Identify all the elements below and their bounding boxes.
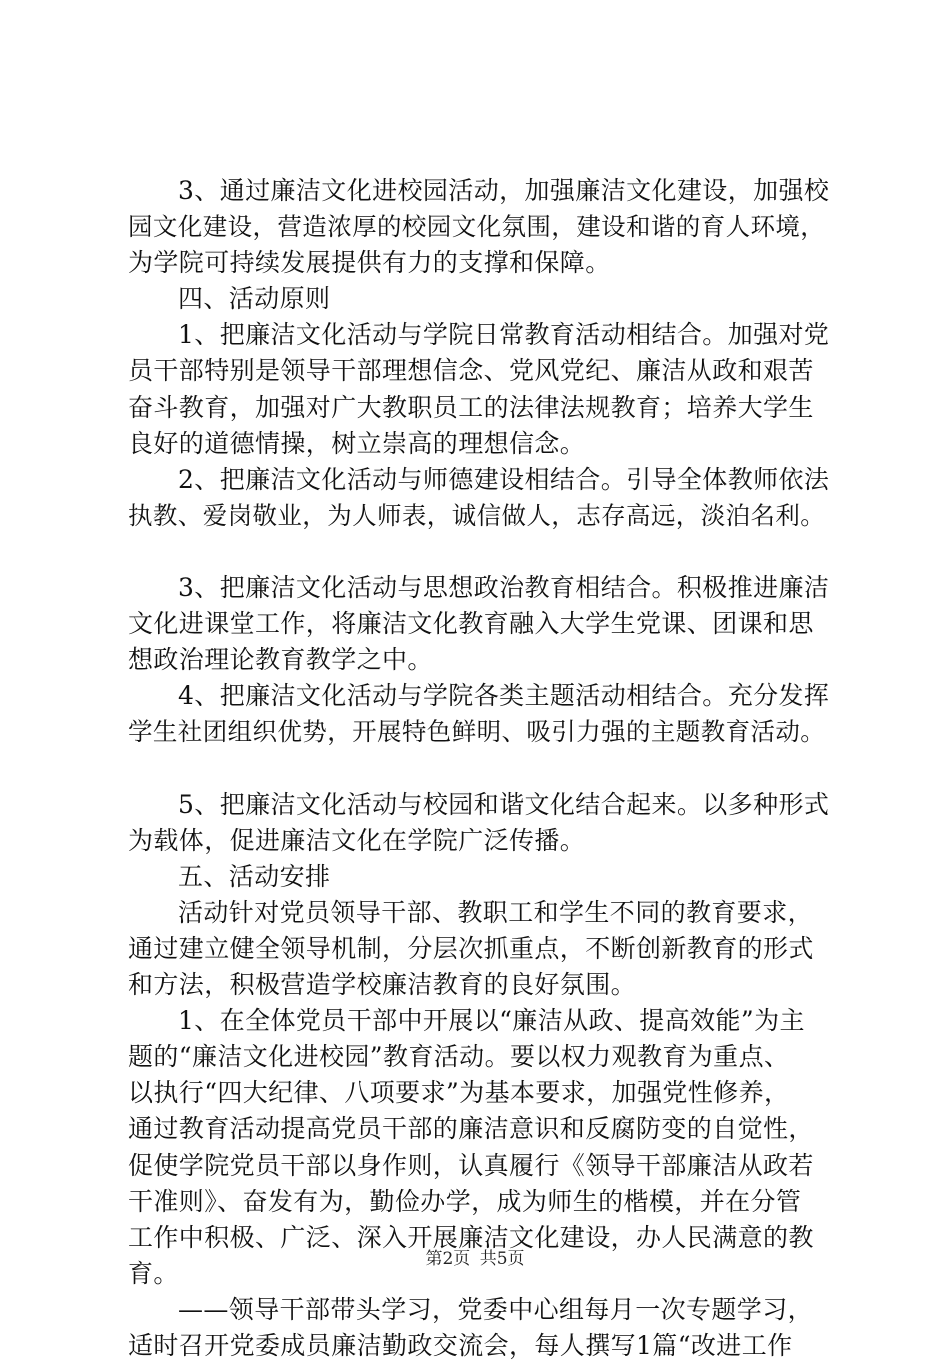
paragraph-line: 文化进课堂工作，将廉洁文化教育融入大学生党课、团课和思 xyxy=(128,609,814,639)
paragraph-line: ——领导干部带头学习，党委中心组每月一次专题学习， xyxy=(178,1294,814,1324)
paragraph-line: 通过教育活动提高党员干部的廉洁意识和反腐防变的自觉性， xyxy=(128,1114,814,1144)
paragraph-line: 干准则》、奋发有为，勤俭办学，成为师生的楷模，并在分管 xyxy=(128,1186,802,1216)
paragraph-line: 1、在全体党员干部中开展以“廉洁从政、提高效能”为主 xyxy=(178,1006,805,1036)
paragraph-line: 4、把廉洁文化活动与学院各类主题活动相结合。充分发挥 xyxy=(178,681,830,711)
paragraph-line: 1、把廉洁文化活动与学院日常教育活动相结合。加强对党 xyxy=(178,320,830,350)
paragraph-line: 育。 xyxy=(128,1258,179,1288)
paragraph-line: 员干部特别是领导干部理想信念、党风党纪、廉洁从政和艰苦 xyxy=(128,356,814,386)
paragraph-line: 为学院可持续发展提供有力的支撑和保障。 xyxy=(128,248,611,278)
section-heading: 五、活动安排 xyxy=(178,861,331,891)
document-body xyxy=(128,173,838,1364)
paragraph-line: 2、把廉洁文化活动与师德建设相结合。引导全体教师依法 xyxy=(178,464,830,494)
paragraph-line: 工作中积极、广泛、深入开展廉洁文化建设，办人民满意的教 xyxy=(128,1222,814,1252)
paragraph-line: 3、把廉洁文化活动与思想政治教育相结合。积极推进廉洁 xyxy=(178,573,830,603)
blank-line xyxy=(128,534,838,570)
paragraph-line: 适时召开党委成员廉洁勤政交流会，每人撰写1篇“改进工作 xyxy=(128,1331,793,1360)
paragraph-line: 良好的道德情操，树立崇高的理想信念。 xyxy=(128,428,586,458)
page-footer xyxy=(0,1244,950,1269)
paragraph-line: 想政治理论教育教学之中。 xyxy=(128,645,433,675)
blank-line xyxy=(128,751,838,787)
paragraph-line: 奋斗教育，加强对广大教职员工的法律法规教育；培养大学生 xyxy=(128,392,814,422)
paragraph-line: 3、通过廉洁文化进校园活动，加强廉洁文化建设，加强校 xyxy=(178,176,830,205)
paragraph-line: 学生社团组织优势，开展特色鲜明、吸引力强的主题教育活动。 xyxy=(128,717,826,747)
paragraph-line: 以执行“四大纪律、八项要求”为基本要求，加强党性修养， xyxy=(128,1078,790,1108)
paragraph-line: 为载体，促进廉洁文化在学院广泛传播。 xyxy=(128,825,586,855)
page-number: 第2页 xyxy=(425,1249,471,1269)
section-heading: 四、活动原则 xyxy=(178,284,331,314)
paragraph-line: 活动针对党员领导干部、教职工和学生不同的教育要求， xyxy=(178,897,814,927)
page-total: 共5页 xyxy=(479,1249,525,1269)
paragraph-line: 执教、爱岗敬业，为人师表，诚信做人，志存高远，淡泊名利。 xyxy=(128,500,826,530)
paragraph-line: 和方法，积极营造学校廉洁教育的良好氛围。 xyxy=(128,970,637,1000)
paragraph-line: 通过建立健全领导机制，分层次抓重点，不断创新教育的形式 xyxy=(128,933,814,963)
paragraph-line: 题的“廉洁文化进校园”教育活动。要以权力观教育为重点、 xyxy=(128,1042,790,1072)
paragraph-line: 园文化建设，营造浓厚的校园文化氛围，建设和谐的育人环境， xyxy=(128,212,826,242)
paragraph-line: 促使学院党员干部以身作则，认真履行《领导干部廉洁从政若 xyxy=(128,1150,814,1180)
paragraph-line: 5、把廉洁文化活动与校园和谐文化结合起来。以多种形式 xyxy=(178,789,830,819)
